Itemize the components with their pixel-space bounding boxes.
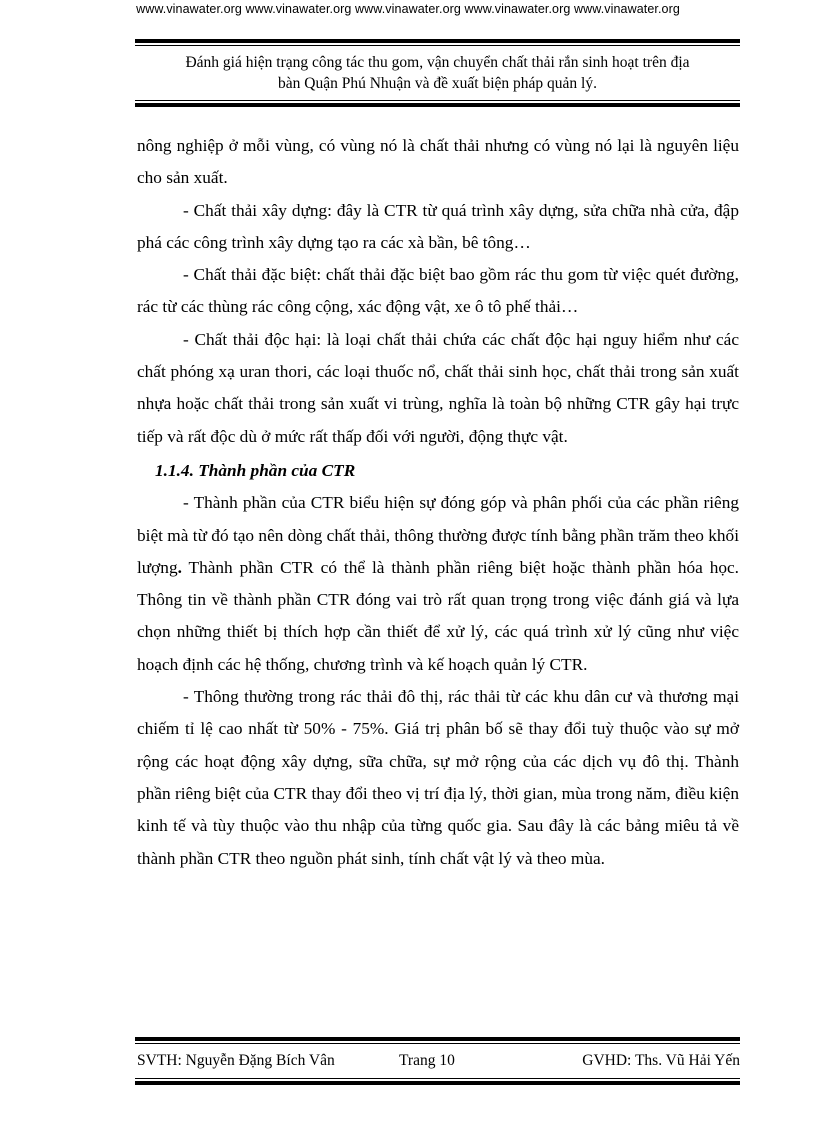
document-footer: [135, 1052, 740, 1072]
header-top-thin-rule: [135, 45, 740, 46]
header-bottom-rule: [135, 103, 740, 107]
header-line-1: Đánh giá hiện trạng công tác thu gom, vận chuyển chất thải rắn sinh hoạt trên địa: [185, 54, 690, 71]
footer-bottom-thin-rule: [135, 1078, 740, 1079]
page-body: [137, 130, 739, 875]
paragraph-urban-waste: - Thông thường trong rác thải đô thị, rác thải từ các khu dân cư và thương mại chiếm tỉ lệ cao nhất từ 50% - 75%. Giá trị phân bố sẽ thay đổi tuỳ thuộc vào sự mở rộng các hoạt động xây dựng, sữa chữa, sự mở rộng của các dịch vụ đô thị. Thành phần riêng biệt của CTR thay đổi theo vị trí địa lý, thời gian, mùa trong năm, điều kiện kinh tế và tùy thuộc vào thu nhập của từng quốc gia. Sau đây là các bảng miêu tả về thành phần CTR theo nguồn phát sinh, tính chất vật lý và theo mùa.: [137, 687, 739, 868]
paragraph-agricultural-waste: nông nghiệp ở mỗi vùng, có vùng nó là chất thải nhưng có vùng nó lại là nguyên liệu cho sản xuất.: [137, 136, 739, 188]
document-header: [135, 52, 740, 94]
section-heading: 1.1.4. Thành phần của CTR: [155, 460, 356, 480]
header-bottom-thin-rule: [135, 100, 740, 101]
paragraph-special-waste: - Chất thải đặc biệt: chất thải đặc biệt bao gồm rác thu gom từ việc quét đường, rác từ các thùng rác công cộng, xác động vật, xe ô tô phế thải…: [137, 265, 739, 317]
composition-text-a: - Thành phần của CTR biểu hiện sự đóng góp và phân phối của các phần riêng biệt mà từ đó tạo nên dòng chất thải, thông thường được tính bằng phần trăm theo khối lượng: [137, 493, 739, 577]
composition-bold-period: .: [177, 557, 182, 577]
paragraph-hazardous-waste: - Chất thải độc hại: là loại chất thải chứa các chất độc hại nguy hiểm như các chất phóng xạ uran thori, các loại thuốc nổ, chất thải sinh học, chất thải trong sản xuất nhựa hoặc chất thải trong sản xuất vi trùng, nghĩa là toàn bộ những CTR gây hại trực tiếp và rất độc dù ở mức rất thấp đối với người, động thực vật.: [137, 329, 739, 446]
footer-top-thin-rule: [135, 1043, 740, 1044]
composition-text-b: Thành phần CTR có thể là thành phần riêng biệt hoặc thành phần hóa học. Thông tin về thành phần CTR đóng vai trò rất quan trọng trong việc đánh giá và lựa chọn những thiết bị thích hợp cần thiết để xử lý, các quá trình xử lý cũng như việc hoạch định các hệ thống, chương trình và kế hoạch quản lý CTR.: [137, 557, 739, 674]
header-line-2: bàn Quận Phú Nhuận và đề xuất biện pháp quản lý.: [278, 75, 597, 92]
header-top-rule: [135, 39, 740, 43]
footer-student: SVTH: Nguyễn Đặng Bích Vân: [137, 1052, 335, 1069]
watermark-url: www.vinawater.org www.vinawater.org www.vinawater.org www.vinawater.org www.vinawater.org: [136, 2, 680, 16]
paragraph-composition: [137, 487, 739, 681]
footer-top-rule: [135, 1037, 740, 1041]
footer-advisor: GVHD: Ths. Vũ Hải Yến: [582, 1052, 740, 1069]
footer-page-number: Trang 10: [399, 1052, 455, 1069]
paragraph-construction-waste: - Chất thải xây dựng: đây là CTR từ quá trình xây dựng, sửa chữa nhà cửa, đập phá các công trình xây dựng tạo ra các xà bần, bê tông…: [137, 200, 739, 252]
footer-bottom-rule: [135, 1081, 740, 1085]
